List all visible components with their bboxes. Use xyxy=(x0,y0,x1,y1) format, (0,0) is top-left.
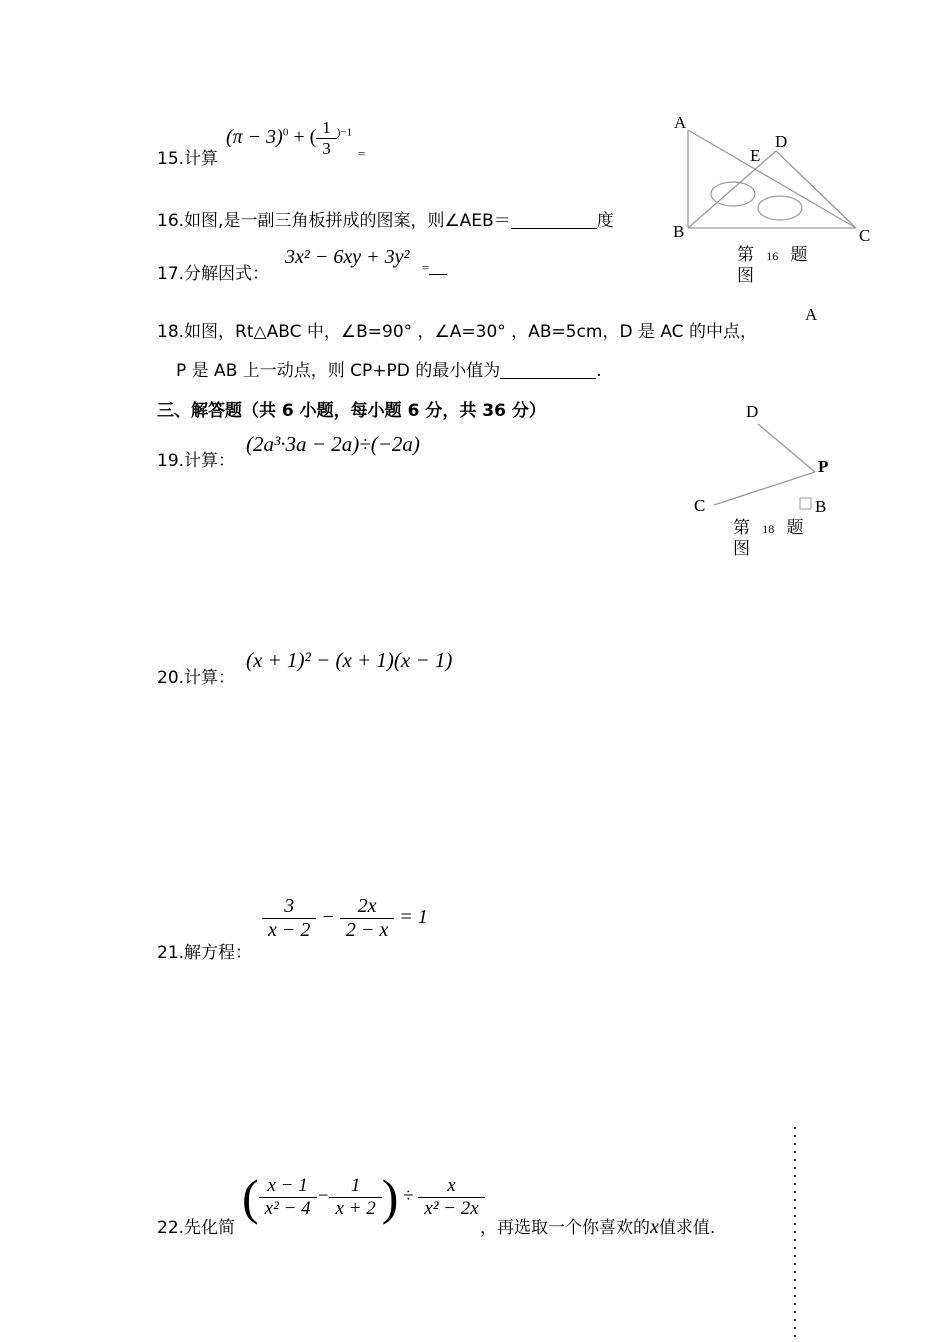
fig18-edge-DP xyxy=(758,424,815,472)
binding-dotted-line xyxy=(790,1125,800,1342)
fig18-cap2: 题 xyxy=(786,518,804,537)
q15-plus: + ( xyxy=(293,126,317,149)
q21-frac2-den: 2 − x xyxy=(340,918,394,942)
fig18-label-C: C xyxy=(694,496,706,515)
q21-frac2 xyxy=(340,895,394,942)
q22-div: ÷ xyxy=(403,1185,414,1207)
q21-frac1 xyxy=(262,895,316,942)
q19-label: 19.计算： xyxy=(157,451,236,471)
q22-minus: − xyxy=(316,1185,330,1207)
q21-rhs: = 1 xyxy=(399,906,428,929)
q21-frac1-den: x − 2 xyxy=(262,918,316,942)
fig16-hole-left xyxy=(711,182,755,206)
q22-tail-var: x xyxy=(650,1216,659,1238)
q15-expression xyxy=(226,118,352,159)
fig16-label-E: E xyxy=(750,146,761,165)
fig18-label-D: D xyxy=(746,402,759,421)
q17-answer-blank[interactable] xyxy=(429,273,447,275)
q22-frac2-num: 1 xyxy=(350,1174,361,1196)
q15-exp0: 0 xyxy=(282,126,289,139)
q22-label: 22.先化简 xyxy=(157,1218,236,1238)
section3-heading: 三、解答题（共 6 小题，每小题 6 分，共 36 分） xyxy=(157,401,546,421)
q22-expression xyxy=(242,1168,485,1226)
q20-label: 20.计算： xyxy=(157,668,236,688)
q17-equals-sign: = xyxy=(422,260,430,275)
fig16-edge-DC xyxy=(776,151,856,228)
q19-expression: (2a³·3a − 2a)÷(−2a) xyxy=(246,432,420,456)
fig18-right-angle xyxy=(800,498,811,509)
q21-minus: − xyxy=(321,906,335,929)
fig16-hole-right xyxy=(758,196,802,220)
q22-frac3-num: x xyxy=(447,1174,456,1196)
fig16-edge-BD xyxy=(688,151,776,228)
fig16-label-B: B xyxy=(673,222,685,241)
q15-frac-num: 1 xyxy=(322,118,331,137)
q18-end: . xyxy=(596,361,602,381)
q22-frac3-den: x² − 2x xyxy=(418,1197,484,1220)
q21-frac2-num: 2x xyxy=(357,895,377,917)
q16-unit: 度 xyxy=(596,211,614,231)
fig18-num: 18 xyxy=(762,522,775,536)
fig18-label-B: B xyxy=(815,497,827,516)
q22-rparen: ) xyxy=(381,1169,399,1225)
q22-tail-post: 值求值. xyxy=(658,1218,716,1238)
q22-frac1-num: x − 1 xyxy=(267,1174,308,1196)
q22-frac2-den: x + 2 xyxy=(329,1197,381,1220)
q17-label: 17.分解因式： xyxy=(157,264,270,284)
q17-equals xyxy=(422,260,447,276)
q18-question: P 是 AB 上一动点，则 CP+PD 的最小值为 xyxy=(176,361,501,381)
q22-frac3 xyxy=(418,1175,484,1220)
q22-lparen: ( xyxy=(242,1169,259,1225)
q15-frac-den: 3 xyxy=(316,138,337,159)
q22-frac1 xyxy=(259,1175,317,1220)
q20-expression: (x + 1)² − (x + 1)(x − 1) xyxy=(246,648,453,672)
figure-18-diagram xyxy=(700,410,830,520)
fig16-num: 16 xyxy=(766,249,779,263)
q16-answer-blank[interactable] xyxy=(511,227,597,229)
fig16-cap3: 图 xyxy=(737,266,754,285)
fig18-cap1: 第 xyxy=(733,518,750,537)
q22-frac1-den: x² − 4 xyxy=(259,1197,317,1220)
fig16-edge-AC xyxy=(688,130,856,228)
q15-equals: = xyxy=(358,146,366,161)
q21-label: 21.解方程： xyxy=(157,943,253,963)
q21-frac1-num: 3 xyxy=(284,895,295,917)
q15-exp-neg1: )−1 xyxy=(336,126,353,139)
q22-tail-pre: ，再选取一个你喜欢的 xyxy=(480,1218,650,1238)
q18-line1: 18.如图，Rt△ABC 中，∠B=90° ，∠A=30° ，AB=5cm，D 是 AC 的中点， xyxy=(157,322,757,342)
fig18-label-P: P xyxy=(818,457,829,476)
q22-frac2 xyxy=(329,1175,381,1220)
q15-fraction xyxy=(316,118,337,159)
fig16-label-A: A xyxy=(674,113,687,132)
fig16-cap1: 第 xyxy=(737,245,754,264)
q15-label: 15.计算 xyxy=(157,149,219,169)
fig18-cap3: 图 xyxy=(733,539,750,558)
q18-line2 xyxy=(176,356,602,381)
q15-base: (π − 3) xyxy=(226,126,283,149)
fig16-label-D: D xyxy=(775,132,788,151)
q17-expression: 3x² − 6xy + 3y² xyxy=(285,246,410,268)
q16-text xyxy=(157,206,614,231)
q22-tail xyxy=(480,1213,715,1239)
q18-answer-blank[interactable] xyxy=(500,377,596,379)
fig16-label-C: C xyxy=(859,226,871,245)
fig16-cap2: 题 xyxy=(790,245,808,264)
fig18-label-A: A xyxy=(805,305,818,324)
q21-equation xyxy=(262,895,428,942)
q16-question: 16.如图,是一副三角板拼成的图案，则∠AEB＝ xyxy=(157,211,511,231)
